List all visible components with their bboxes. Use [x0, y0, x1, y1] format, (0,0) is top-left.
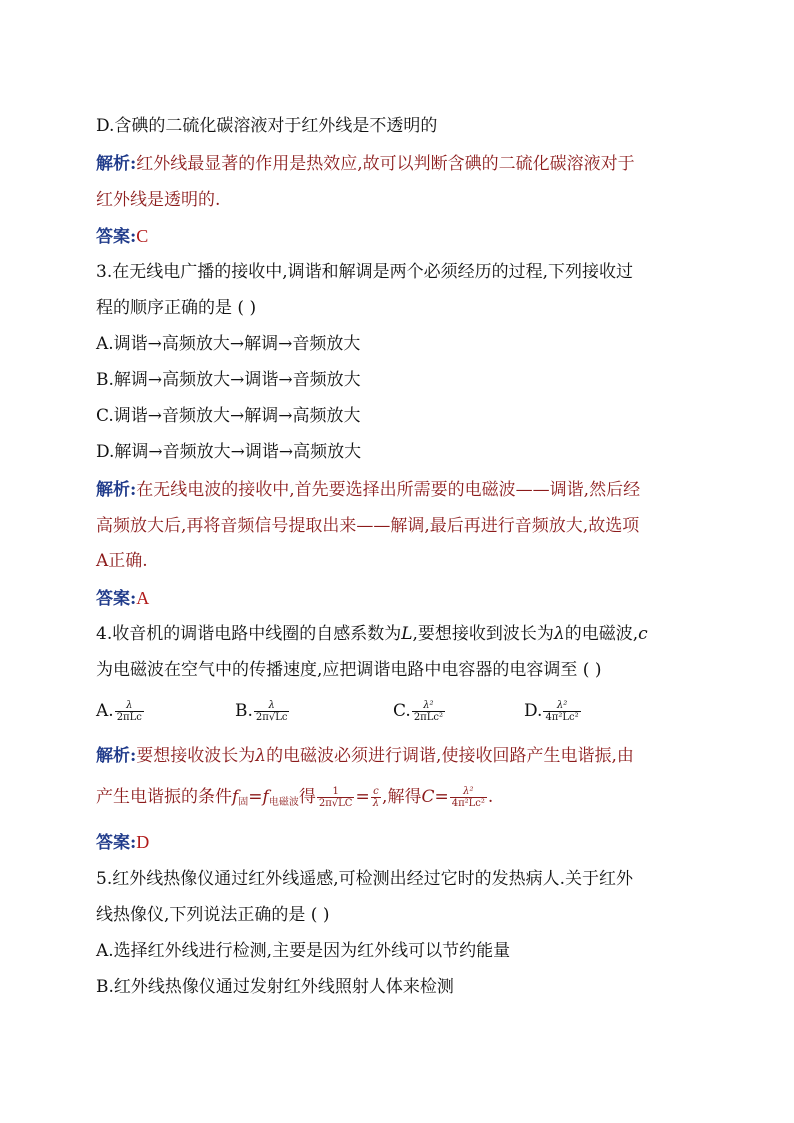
fraction-denominator: 4π²Lc² — [545, 712, 579, 723]
q2-jiexi-line2: 红外线是透明的. — [96, 190, 221, 210]
q5-option-a: A.选择红外线进行检测,主要是因为红外线可以节约能量 — [96, 941, 511, 961]
subscript-gu: 固 — [238, 797, 249, 808]
jiexi-text: 在无线电波的接收中,首先要选择出所需要的电磁波——调谐,然后经 — [136, 480, 641, 500]
q5-stem-line2: 线热像仪,下列说法正确的是 ( ) — [96, 905, 330, 925]
option-label: A. — [96, 701, 114, 721]
var-C: C — [421, 787, 435, 807]
answer-label: 答案: — [96, 227, 137, 247]
q2-answer — [96, 225, 148, 248]
q4-option-c — [393, 700, 446, 723]
q3-jiexi-line2: 高频放大后,再将音频信号提取出来——解调,最后再进行音频放大,故选项 — [96, 516, 640, 536]
stem-text: 的电磁波, — [564, 624, 639, 644]
jiexi-text: 要想接收波长为 — [136, 746, 256, 766]
equals-sign: = — [248, 787, 263, 807]
var-f: f — [232, 787, 239, 807]
fraction-denominator: 2π√LC — [318, 798, 353, 809]
fraction-denominator: 2πLc² — [413, 712, 443, 723]
stem-var-L: L — [401, 624, 413, 644]
jiexi-text: 得 — [298, 787, 316, 807]
equals-sign: = — [355, 787, 370, 807]
q3-answer — [96, 587, 149, 610]
equals-sign: = — [434, 787, 449, 807]
q5-stem-line1: 5.红外线热像仪通过红外线遥感,可检测出经过它时的发热病人.关于红外 — [96, 869, 634, 889]
subscript-dcb: 电磁波 — [268, 797, 299, 808]
jiexi-label: 解析: — [96, 746, 137, 766]
jiexi-var-lambda: λ — [255, 746, 267, 766]
answer-value: A — [136, 588, 150, 608]
fraction-numerator: λ — [268, 700, 275, 711]
q4-stem-line2: 为电磁波在空气中的传播速度,应把调谐电路中电容器的电容调至 ( ) — [96, 660, 602, 680]
answer-value: C — [136, 226, 149, 246]
jiexi-text: 产生电谐振的条件 — [96, 787, 232, 807]
fraction-denominator: λ — [372, 798, 380, 809]
fraction-numerator: λ² — [423, 700, 434, 711]
option-label: D. — [524, 701, 543, 721]
fraction-numerator: λ² — [463, 786, 474, 797]
fraction-numerator: c — [373, 786, 379, 797]
q3-jiexi-line1 — [96, 479, 640, 501]
stem-text: 4.收音机的调谐电路中线圈的自感系数为 — [96, 624, 402, 644]
q2-option-d: D.含碘的二硫化碳溶液对于红外线是不透明的 — [96, 116, 438, 136]
option-fraction — [115, 700, 144, 723]
q4-option-b — [235, 700, 290, 723]
stem-var-lambda: λ — [553, 624, 565, 644]
stem-var-c: c — [638, 624, 648, 644]
q3-option-a: A.调谐→高频放大→解调→音频放大 — [96, 334, 361, 354]
option-label: C. — [393, 701, 411, 721]
q3-stem-line2: 程的顺序正确的是 ( ) — [96, 298, 257, 318]
jiexi-label: 解析: — [96, 154, 137, 174]
fraction-denominator: 4π²Lc² — [451, 798, 485, 809]
fraction-numerator: λ — [126, 700, 133, 711]
option-label: B. — [235, 701, 253, 721]
q3-jiexi-line3: A正确. — [96, 551, 148, 571]
option-fraction — [543, 700, 580, 723]
jiexi-text: 红外线最显著的作用是热效应,故可以判断含碘的二硫化碳溶液对于 — [136, 154, 635, 174]
jiexi-text: ,解得 — [382, 787, 422, 807]
answer-label: 答案: — [96, 589, 137, 609]
fraction-3 — [450, 786, 487, 809]
answer-label: 答案: — [96, 833, 137, 853]
fraction-denominator: 2πLc — [116, 712, 142, 723]
option-fraction — [254, 700, 290, 723]
option-fraction — [412, 700, 445, 723]
q4-jiexi-line1 — [96, 745, 634, 767]
q2-jiexi-line1 — [96, 153, 635, 175]
q4-option-a — [96, 700, 145, 723]
q4-answer — [96, 831, 149, 854]
q3-option-d: D.解调→音频放大→调谐→高频放大 — [96, 442, 362, 462]
q3-option-b: B.解调→高频放大→调谐→音频放大 — [96, 370, 361, 390]
jiexi-text: 的电磁波必须进行调谐,使接收回路产生电谐振,由 — [266, 746, 634, 766]
q5-option-b: B.红外线热像仪通过发射红外线照射人体来检测 — [96, 977, 454, 997]
fraction-1 — [317, 786, 355, 809]
q4-option-d — [524, 700, 582, 723]
fraction-2 — [371, 786, 381, 809]
fraction-numerator: 1 — [332, 786, 339, 797]
fraction-denominator: 2π√Lc — [255, 712, 288, 723]
q3-option-c: C.调谐→音频放大→解调→高频放大 — [96, 406, 361, 426]
q3-stem-line1: 3.在无线电广播的接收中,调谐和解调是两个必须经历的过程,下列接收过 — [96, 262, 634, 282]
var-f: f — [262, 787, 269, 807]
fraction-numerator: λ² — [556, 700, 568, 711]
answer-value: D — [136, 832, 150, 852]
q4-jiexi-line2 — [96, 786, 493, 814]
jiexi-label: 解析: — [96, 480, 137, 500]
q4-stem-line1 — [96, 623, 648, 645]
stem-text: ,要想接收到波长为 — [412, 624, 554, 644]
period: . — [487, 787, 494, 807]
